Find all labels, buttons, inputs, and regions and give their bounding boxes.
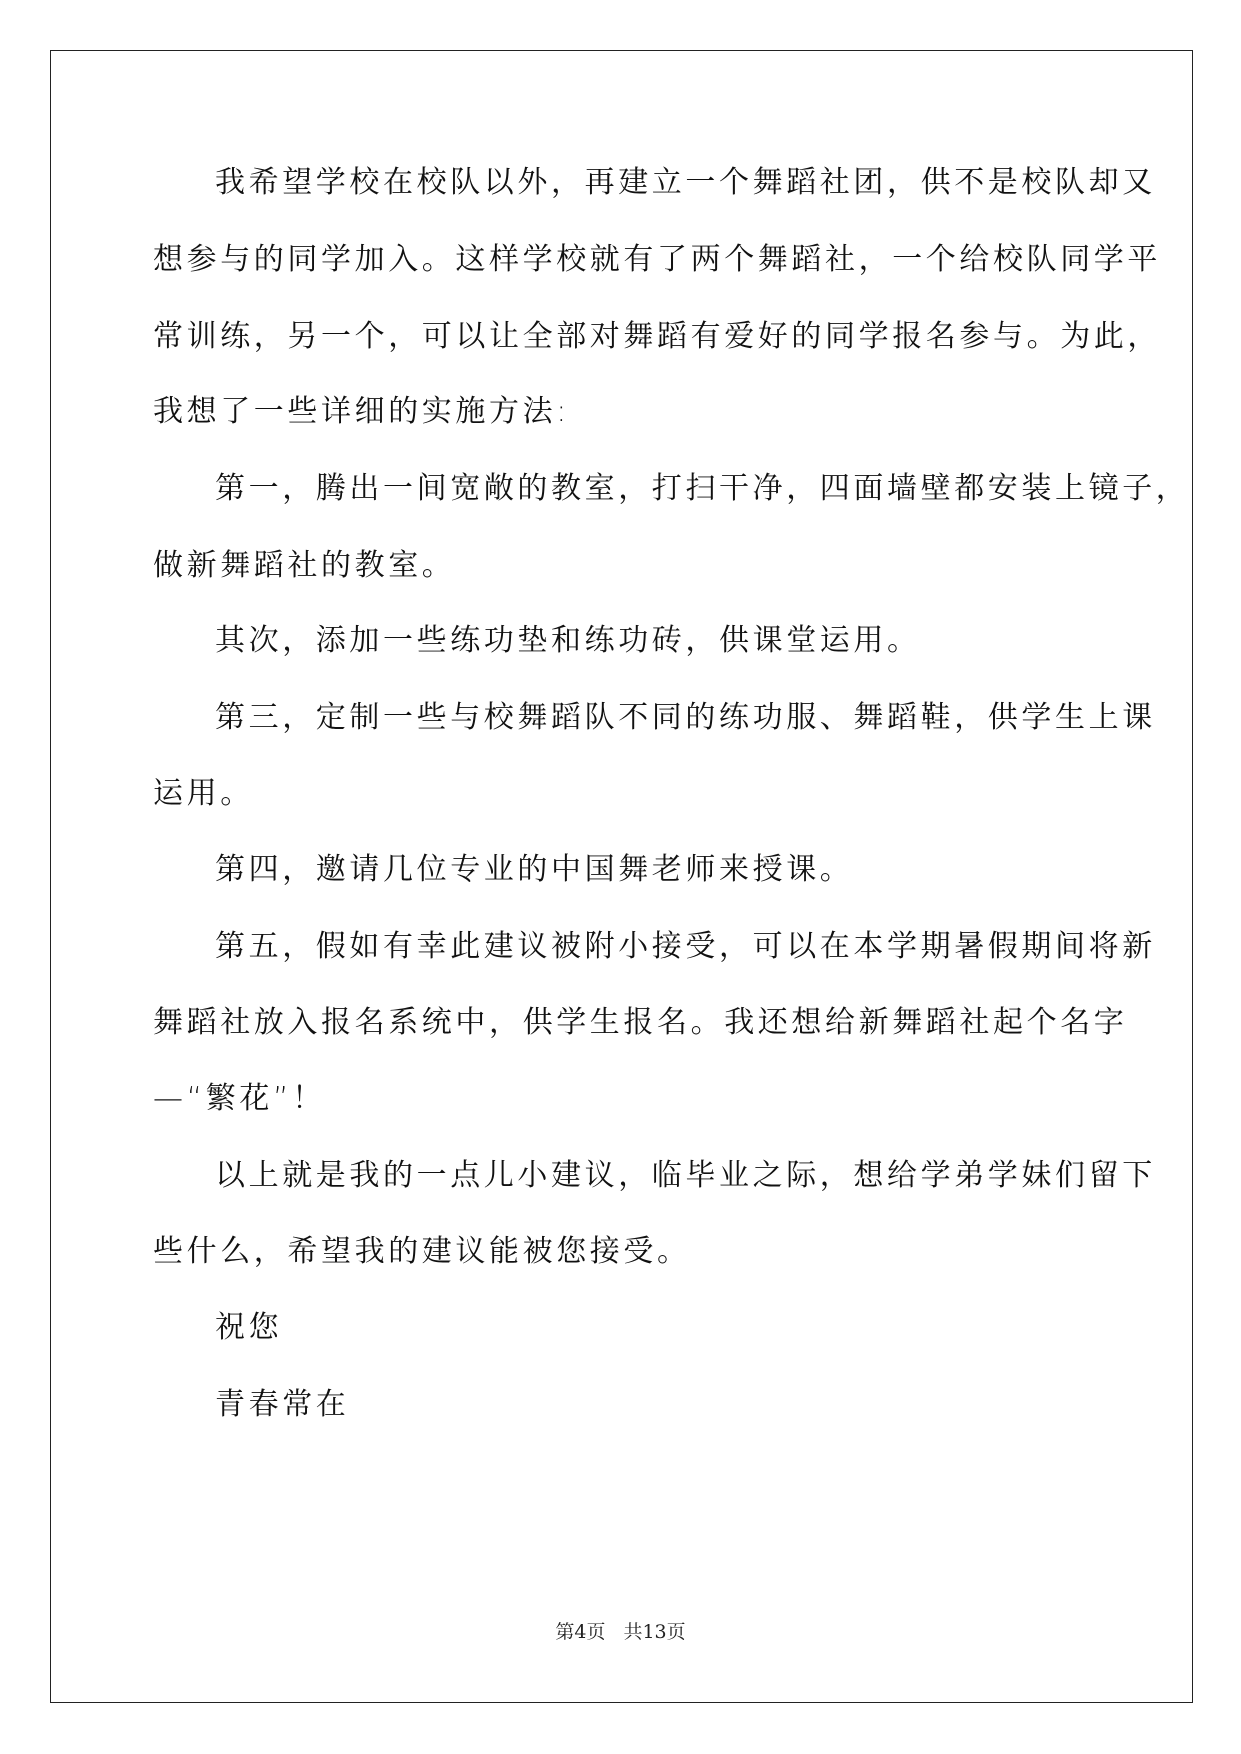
paragraph-line: 我希望学校在校队以外，再建立一个舞蹈社团，供不是校队却又 bbox=[215, 165, 1156, 200]
paragraph-line: 想参与的同学加入。这样学校就有了两个舞蹈社，一个给校队同学平 bbox=[153, 242, 1161, 277]
paragraph-line: 其次，添加一些练功垫和练功砖，供课堂运用。 bbox=[215, 623, 921, 658]
page-total: 共13页 bbox=[623, 1621, 686, 1643]
paragraph-line: 以上就是我的一点儿小建议，临毕业之际，想给学弟学妹们留下 bbox=[215, 1158, 1156, 1193]
paragraph-line: 第五，假如有幸此建议被附小接受，可以在本学期暑假期间将新 bbox=[215, 929, 1156, 964]
paragraph-line: 第四，邀请几位专业的中国舞老师来授课。 bbox=[215, 852, 854, 887]
paragraph-line: 祝您 bbox=[215, 1310, 283, 1345]
paragraph-line: 第三，定制一些与校舞蹈队不同的练功服、舞蹈鞋，供学生上课 bbox=[215, 700, 1156, 735]
paragraph-line: —“繁花”！ bbox=[153, 1081, 326, 1116]
page-number: 第4页 bbox=[555, 1621, 606, 1643]
paragraph-line: 我想了一些详细的实施方法: bbox=[153, 394, 570, 429]
paragraph-line: 常训练，另一个，可以让全部对舞蹈有爱好的同学报名参与。为此， bbox=[153, 319, 1161, 354]
paragraph-line: 第一，腾出一间宽敞的教室，打扫干净，四面墙壁都安装上镜子， bbox=[215, 471, 1190, 506]
page-footer bbox=[0, 1620, 1241, 1644]
paragraph-line: 做新舞蹈社的教室。 bbox=[153, 548, 456, 583]
paragraph-line: 青春常在 bbox=[215, 1387, 350, 1422]
paragraph-line: 舞蹈社放入报名系统中，供学生报名。我还想给新舞蹈社起个名字 bbox=[153, 1005, 1128, 1040]
paragraph-line: 运用。 bbox=[153, 776, 254, 811]
paragraph-line: 些什么，希望我的建议能被您接受。 bbox=[153, 1234, 691, 1269]
